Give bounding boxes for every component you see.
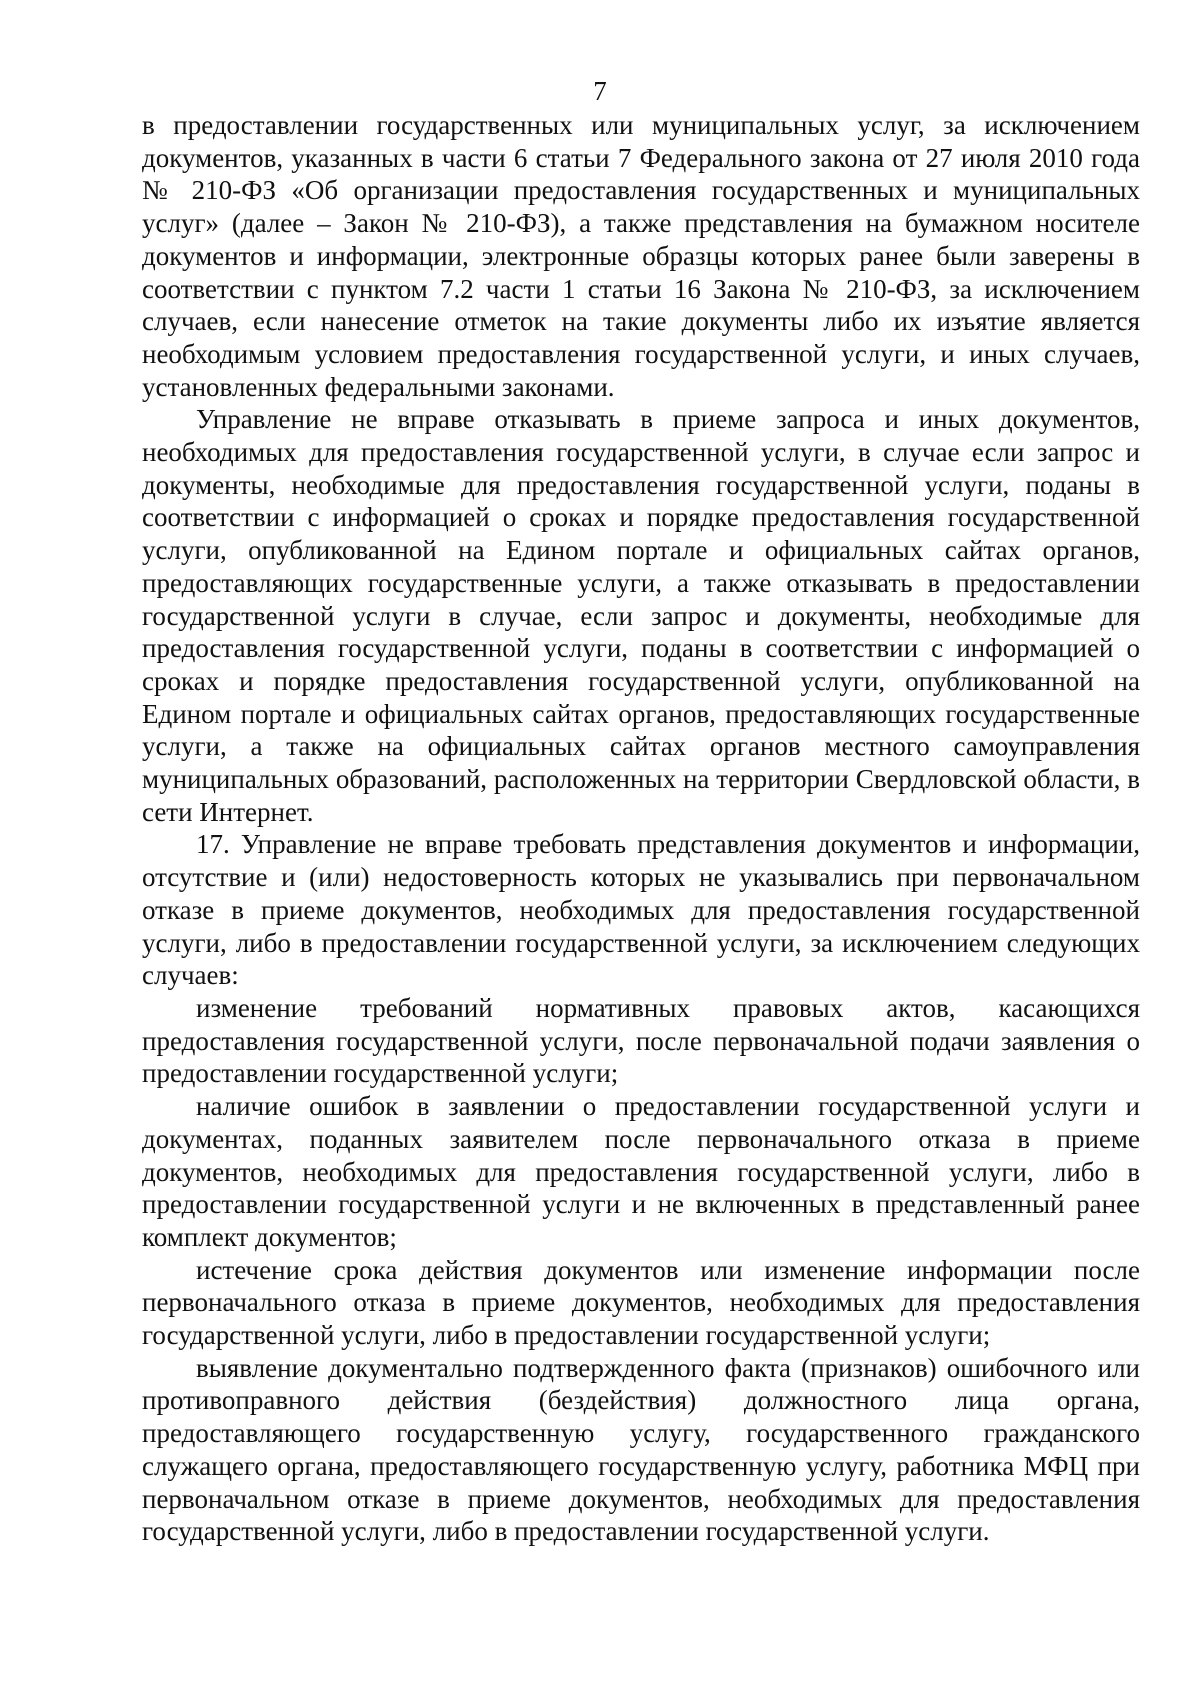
paragraph-case-errors: наличие ошибок в заявлении о предоставлении государственной услуги и документах, поданных заявителем после первоначального отказа в приеме документов, необходимых для предоставления государственной услуги, либо в предоставлении государственной услуги и не включенных в представленный ранее комплект документов; (142, 1091, 1140, 1252)
document-body (142, 109, 1140, 1548)
paragraph-case-expiry: истечение срока действия документов или изменение информации после первоначального отказа в приеме документов, необходимых для предоставления государственной услуги, либо в предоставлении государственной услуги; (142, 1254, 1140, 1351)
page-number: 7 (593, 76, 607, 106)
paragraph-case-requirements-change: изменение требований нормативных правовых актов, касающихся предоставления государственной услуги, после первоначальной подачи заявления о предоставлении государственной услуги; (142, 992, 1140, 1089)
paragraph-continuation: в предоставлении государственных или муниципальных услуг, за исключением документов, указанных в части 6 статьи 7 Федерального закона от 27 июля 2010 года № 210-ФЗ «Об организации предоставления государственных и муниципальных услуг» (далее – Закон № 210-ФЗ), а также представления на бумажном носителе документов и информации, электронные образцы которых ранее были заверены в соответствии с пунктом 7.2 части 1 статьи 16 Закона № 210-ФЗ, за исключением случаев, если нанесение отметок на такие документы либо их изъятие является необходимым условием предоставления государственной услуги, и иных случаев, установленных федеральными законами. (142, 110, 1140, 402)
paragraph-item-17: 17. Управление не вправе требовать представления документов и информации, отсутствие и (или) недостоверность которых не указывались при первоначальном отказе в приеме документов, необходимых для предоставления государственной услуги, либо в предоставлении государственной услуги, за исключением следующих случаев: (142, 829, 1140, 991)
paragraph-refusal-restriction: Управление не вправе отказывать в приеме запроса и иных документов, необходимых для предоставления государственной услуги, в случае если запрос и документы, необходимые для предоставления государственной услуги, поданы в соответствии с информацией о сроках и порядке предоставления государственной услуги, опубликованной на Едином портале и официальных сайтах органов, предоставляющих государственные услуги, а также отказывать в предоставлении государственной услуги в случае, если запрос и документы, необходимые для предоставления государственной услуги, поданы в соответствии с информацией о сроках и порядке предоставления государственной услуги, опубликованной на Едином портале и официальных сайтах органов, предоставляющих государственные услуги, а также на официальных сайтах органов местного самоуправления муниципальных образований, расположенных на территории Свердловской области, в сети Интернет. (142, 404, 1140, 827)
paragraph-case-misconduct: выявление документально подтвержденного факта (признаков) ошибочного или противоправного действия (бездействия) должностного лица органа, предоставляющего государственную услугу, государственного гражданского служащего органа, предоставляющего государственную услугу, работника МФЦ при первоначальном отказе в приеме документов, необходимых для предоставления государственной услуги, либо в предоставлении государственной услуги. (142, 1352, 1140, 1547)
